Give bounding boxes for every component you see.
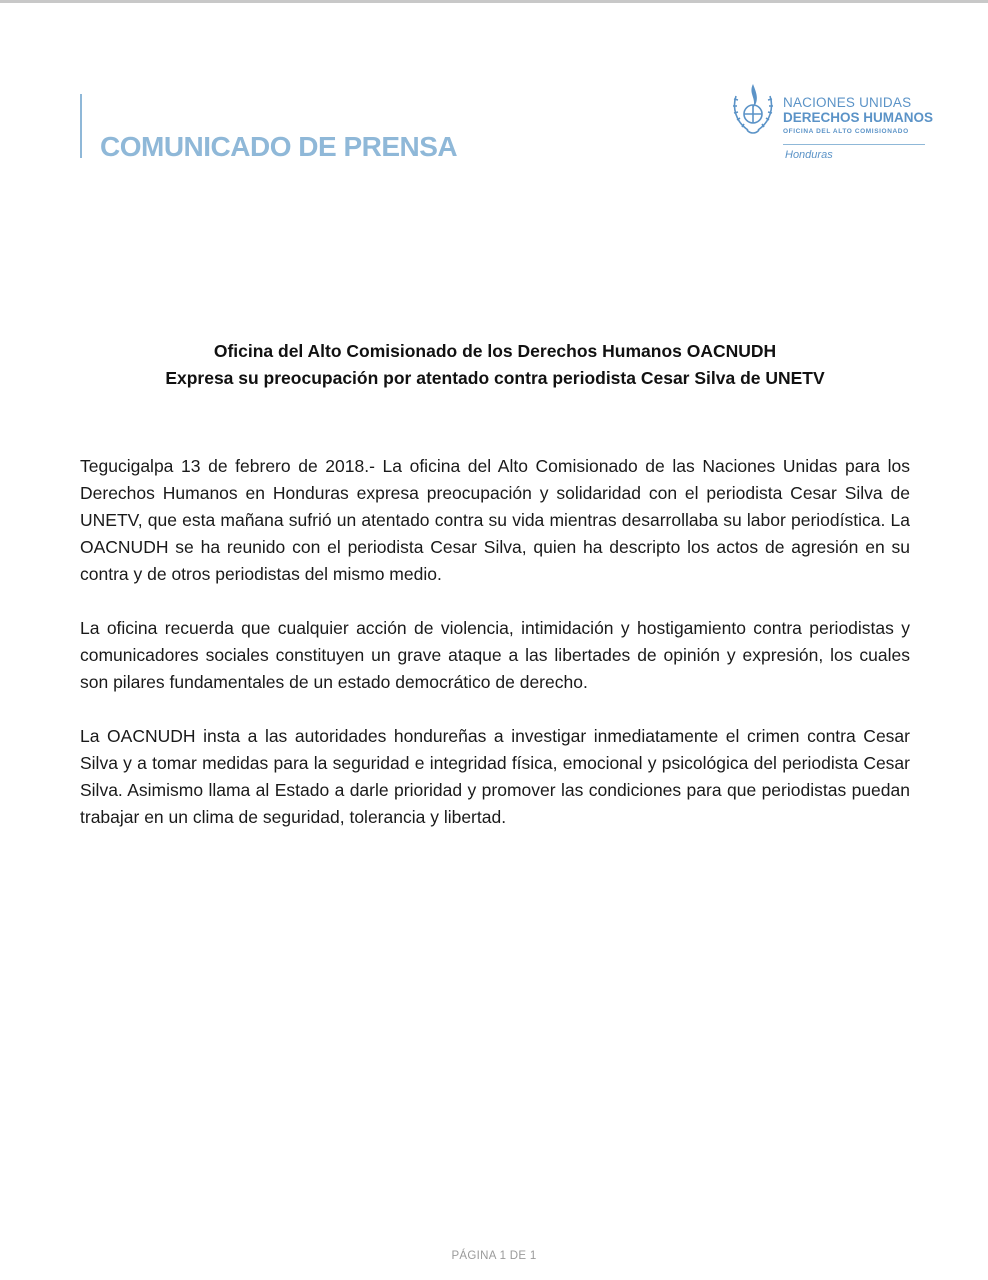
paragraph-3: La OACNUDH insta a las autoridades hondureñas a investigar inmediatamente el crimen contra Cesar Silva y a tomar medidas para la seguridad e integridad física, emocional y psicológica del periodista Cesar Silva. Asimismo llama al Estado a darle prioridad y promover las condiciones para que periodistas puedan trabajar en un clima de seguridad, tolerancia y libertad. <box>80 726 910 827</box>
page-number: PÁGINA 1 DE 1 <box>451 1250 537 1262</box>
paragraph-2: La oficina recuerda que cualquier acción de violencia, intimidación y hostigamiento contra periodistas y comunicadores sociales constituyen un grave ataque a las libertades de opinión y expresión, los cuales son pilares fundamentales de un estado democrático de derecho. <box>80 618 910 692</box>
logo-line-naciones-unidas: NACIONES UNIDAS <box>783 95 912 110</box>
logo-line-derechos-humanos: DERECHOS HUMANOS <box>783 110 934 125</box>
logo-country: Honduras <box>785 149 833 161</box>
header-divider <box>80 94 82 158</box>
logo-line-oficina: OFICINA DEL ALTO COMISIONADO <box>783 128 909 135</box>
paragraph-1: Tegucigalpa 13 de febrero de 2018.- La oficina del Alto Comisionado de las Naciones Unidas para los Derechos Humanos en Honduras expresa preocupación y solidaridad con el periodista Cesar Silva de UNETV, que esta mañana sufrió un atentado contra su vida mientras desarrollaba su labor periodística. La OACNUDH se ha reunido con el periodista Cesar Silva, quien ha descripto los actos de agresión en su contra y de otros periodistas del mismo medio. <box>80 456 910 584</box>
headline-line-2: Expresa su preocupación por atentado contra periodista Cesar Silva de UNETV <box>165 368 825 388</box>
un-emblem-icon <box>728 80 778 138</box>
un-human-rights-logo <box>728 80 934 170</box>
body-text <box>80 453 910 858</box>
headline <box>80 338 910 392</box>
logo-divider <box>783 144 925 145</box>
top-border <box>0 0 988 3</box>
press-release-title: COMUNICADO DE PRENSA <box>100 131 458 162</box>
headline-line-1: Oficina del Alto Comisionado de los Derechos Humanos OACNUDH <box>213 341 777 361</box>
